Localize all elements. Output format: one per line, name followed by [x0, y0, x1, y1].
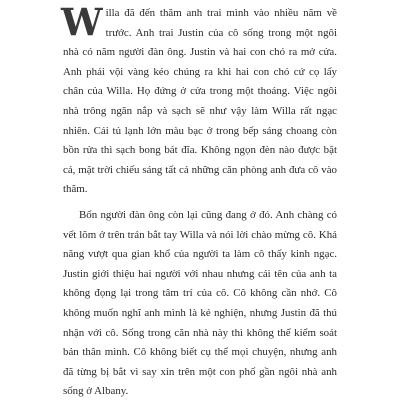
- paragraph-1-text: illa đã đến thăm anh trai mình vào nhiều năm về trước. Anh trai Justin của cô sống trong một ngôi nhà có năm người đàn ông. Justin và hai con chó ra mở cửa. Anh phải vội vàng kéo chúng ra khi hai con chó cứ cọ lấy chân của Willa. Họ đứng ở cửa trong một thoáng. Việc ngôi nhà trông ngăn nắp và sạch sẽ như vậy làm Willa rất ngạc nhiên. Cái tủ lạnh lớn màu bạc ở trong bếp sáng choang còn bồn rửa thì sạch bong bát đĩa. Không ngọn đèn nào được bật cả, mặt trời chiếu sáng tất cả những căn phòng anh đưa cô vào thăm.: [63, 7, 337, 196]
- paragraph-2-text: Bốn người đàn ông còn lại cũng đang ở đó. Anh chàng có vết lõm ở trên trán bắt tay Willa và nói lời chào mừng cô. Khả năng vượt qua gian khổ của người ta làm cô thấy kinh ngạc. Justin giới thiệu hai người với nhau nhưng cái tên của anh ta không đọng lại trong tâm trí của cô. Cô không cần nhớ. Cô không muốn nghĩ anh mình là kẻ nghiện, nhưng Justin đã thú nhận với cô. Sống trong căn nhà này thì không thể kiểm soát bản thân mình. Cô không biết cụ thể mọi chuyện, nhưng anh đã từng bị bắt vì say xỉn trên một con phố gần ngôi nhà anh sống ở Albany.: [63, 208, 337, 398]
- paragraph-1: [63, 0, 337, 200]
- paragraph-2: [63, 206, 337, 402]
- drop-cap-letter: W: [61, 0, 102, 44]
